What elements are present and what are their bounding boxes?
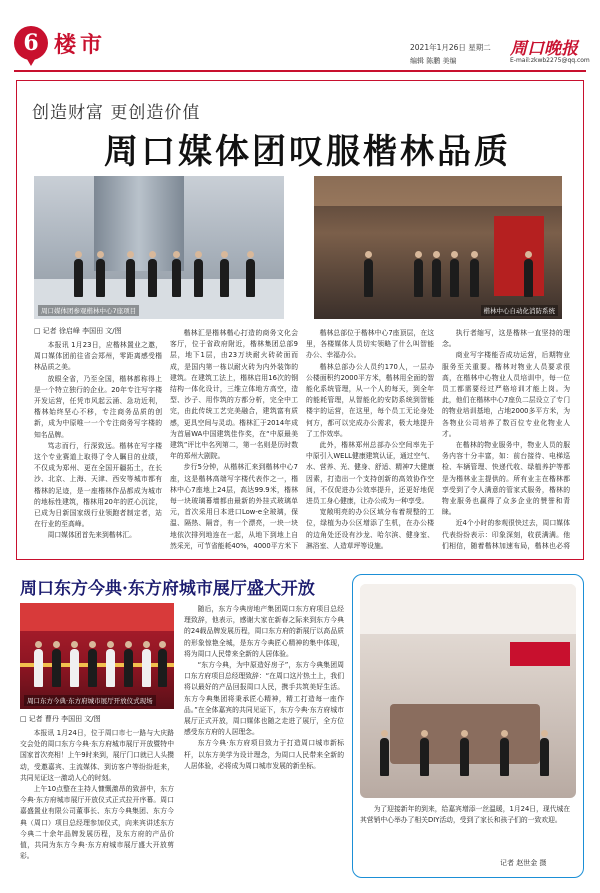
paragraph: 执行者缩写，这是楷林一直坚持的理念。	[442, 329, 570, 349]
paragraph: “东方今典，为中原造好房子”，东方今典集团周口东方府项目总经理致辞：“在周口这片热土上，我们将以最好的产品回报周口人民，携手共筑美好生活。东方今典集团将秉承匠心精神，精工打造每一座作品。”在全体嘉宾的共同见证下，东方今典·东方府城市展厅正式开放，周口媒体也随之走进了展厅，全方位感受东方府的人居理念。	[184, 661, 344, 737]
photo-news-byline: 记者 赵世金 摄	[500, 859, 547, 867]
paragraph: 本报讯 1月24日，位于周口市七一路与大庆路交会处的周口东方今典·东方府城市展厅开放暨特中国家首次亮相！上午9时来到，展厅门口就已人头攒动，受邀嘉宾、主流媒体、到访客户等纷纷赶来，共同见证这一激动人心的时刻。	[20, 729, 174, 782]
paragraph: 随后，东方今典房地产集团周口东方府项目总经理致辞，他表示，感谢大家在新春之际来到东方今典的24载品牌发展历程，周口东方府的新展厅以高品质的形象惊艳全城，是东方今典匠心精神的集中体现，将为周口人民带来全新的人居体验。	[184, 605, 344, 658]
article-column-1	[34, 340, 162, 550]
page-header	[0, 0, 600, 70]
article-column-4	[442, 328, 570, 550]
article-headline-kailin: 周口媒体团叹服楷林品质	[104, 132, 511, 172]
article2-column-2	[184, 604, 344, 884]
paragraph: 楷林总部办公人员约170人，一层办公楼面积约2000平方米，楷林用全面的智能化系统管理，从一个人的每天，到全年的能耗管理，从智能化的安防系统到智能楼宇的运营，在这里，每个员工无论身处何方，都可以完成办公需求，极大地提升了工作效率。	[306, 362, 434, 438]
article-headline-dongfang: 周口东方今典·东方府城市展厅盛大开放	[20, 579, 315, 599]
paragraph: 此外，楷林郑州总部办公空间率先于中原引入WELL健康建筑认证，通过空气、水、营养、光、健身、舒适、精神7大健康因素，打造出一个支持创新的高效协作空间，不仅促进办公效率提升，还更好地促进员工身心健康，让办公成为一种享受。	[306, 441, 434, 506]
paragraph: 楷林汇是楷林楷心打造的商务文化会客厅，位于省政府附近，楷林集团总部9层，地下1层，由23万块耐火砖砖面而成，是国内第一栋以耐火砖为内外装饰的建筑。在建筑工法上，楷林启用16次的钢结构一体化设计，三维立体地方高空，造型、沙子、用作筑的方都分析，完全中工完，由此传统工艺完美融合，建筑富有质感，更具空间与灵动。楷林汇于2014年成为首届WA中国建筑佳作奖，在“中原最美建筑”评比中名列第二，第一名则是历时数年的郑州大剧院。	[170, 329, 298, 461]
photo-caption: 楷林中心自动化消防系统	[481, 305, 559, 316]
paragraph: 近4个小时的参观很快过去，周口媒体代表纷纷表示：印象深刻，收获满满。他们相信，随着楷林加速布局，楷林也必将	[442, 519, 570, 550]
article-byline: □ 记者 曹丹 李国田 文/图	[20, 714, 101, 724]
photo-fire-system	[314, 176, 562, 319]
photo-news-caption: 为了迎接新年的到来，给嘉宾增添一丝温暖，1月24日，现代城在其营销中心举办了相关DIY活动，受到了家长和孩子们的一致欢迎。	[360, 805, 571, 824]
paragraph: 在楷林的物业服务中，物业人员的服务内容十分丰富，如：前台接待、电梯巡检、车辆管理、快递代收、绿植养护等都是为楷林业主提供的。所有业主在楷林都享受到了令人满意的管家式服务，楷林的物业服务也赢得了众多企业的赞誉和青睐。	[442, 441, 570, 517]
paragraph: 宽敞明亮的办公区域分布着规整的工位，绿植为办公区增添了生机，在办公楼的边角处还设有沙龙、哈尔滨、健身室、淋浴室、人造草坪等设施。	[306, 508, 434, 550]
paragraph: 商业写字楼能否成功运营，后期物业服务至关重要。楷林对物业人员要求很高，在楷林中心物业人员培训中，每一位员工都需要经过严格培训才能上岗。为此，他们在楷林中心7座负二层设立了专门的物业培训基地，占地2000多平方米，为各物业公司培养了数百位专业化物业人才。	[442, 351, 570, 438]
paragraph: 笃志而行，行深致远。楷林在写字楼这个专业赛道上取得了令人瞩目的业绩，不仅成为郑州、更在全国开疆拓土，在长沙、北京、上海、天津、西安等城市都有楷林的足迹，是一座楷林作品都成为城市的地标性建筑，楷林用20年的匠心沉淀，已成为日新国家级行业领跑者制定者，站在行业的至高峰。	[34, 441, 162, 529]
photo-caption: 周口东方今典·东方府城市展厅开放仪式现场	[24, 695, 156, 706]
paragraph: 楷林总部位于楷林中心7座顶层，在这里，各楼媒体人员切实领略了什么叫智能办公、幸福办公。	[306, 329, 434, 360]
article-column-3	[306, 328, 434, 550]
section-title: 楼市	[54, 32, 107, 58]
page-number-badge: 6	[14, 26, 48, 60]
issue-date: 2021年1月26日 星期二	[410, 43, 491, 52]
paragraph: 上午10点整在主持人慷慨激昂的致辞中，东方今典·东方府城市展厅开放仪式正式拉开序幕。周口嘉盛置业有限公司董事长、东方今典集团、东方今典（周口）项目总经理参加仪式，向来宾讲述东方今典二十余年品牌发展历程，及东方府的产品价值，共同为东方今典·东方府城市展厅盛大开放剪彩。	[20, 785, 174, 861]
article-kicker: 创造财富 更创造价值	[32, 103, 201, 123]
paragraph: 放眼全省，乃至全国，楷林都称得上是一个特立独行的企业。20年专注写字楼开发运营，任凭市风起云涌、急功近利，楷林始终坚心不移，专注商务品质的创新，成为中原唯一一个专注商务写字楼的知名品牌。	[34, 374, 162, 439]
photo-ribbon-cutting	[20, 603, 174, 709]
contact-email: E-mail:zkwb2275@qq.com	[510, 57, 590, 64]
photo-kailin-tower	[34, 176, 284, 319]
article-column-2	[170, 328, 298, 550]
article-byline: □ 记者 徐启峰 李国田 文/图	[34, 326, 122, 336]
article2-column-1	[20, 728, 174, 884]
paragraph: 步行5分钟，从楷林汇来到楷林中心7座，这是楷林高端写字楼代表作之一，楷林中心7座地上24层，高达99.9米，楷林每一块玻璃幕墙都由最新的外挂式玻璃单元，首次采用日本进口Low-e全玻璃，保温、隔热、隔音，有一个漂亮，一块一块地依次排列地连在一起，从地下到地上自然采光，可节省能耗40%，4000平方米下	[170, 463, 298, 550]
editor-line: 编辑 陈鹏 美编	[410, 57, 457, 65]
paragraph: 东方今典·东方府项目致力于打造周口城市新标杆，以东方美学为设计理念，为周口人民带来全新的人居体验，必将成为周口城市发展的新坐标。	[184, 739, 344, 770]
newspaper-logo: 周口晚报	[510, 39, 578, 59]
paragraph: 周口媒体团首先来到楷林汇。	[47, 531, 136, 540]
header-divider	[14, 70, 586, 72]
photo-diy-activity	[360, 584, 576, 798]
paragraph: 本报讯 1月23日，应楷林置业之邀，周口媒体团前往省会郑州，零距离感受楷林品质之美。	[34, 341, 162, 372]
photo-caption: 周口媒体团参观楷林中心7座项目	[38, 305, 139, 316]
